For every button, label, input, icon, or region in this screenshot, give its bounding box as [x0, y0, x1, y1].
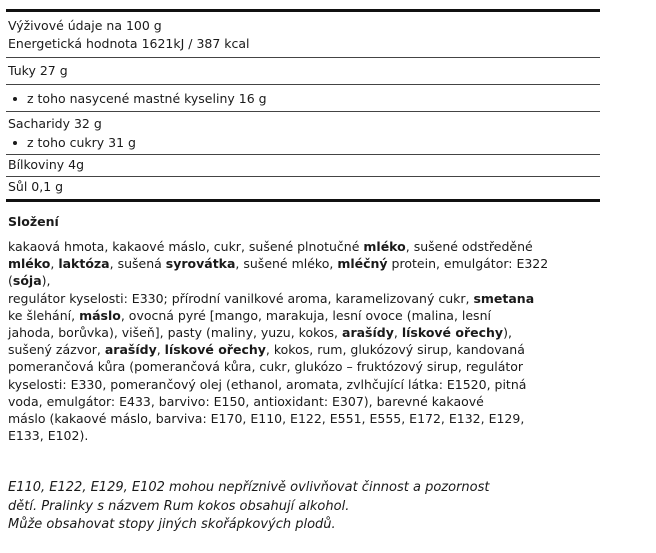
ingredient-text: , sušené odstředěné — [405, 239, 533, 254]
salt-value: Sůl 0,1 g — [8, 179, 64, 194]
ingredients-text — [8, 238, 608, 444]
ingredient-text: jahoda, borůvka), višeň], pasty (maliny, yuzu, kokos, — [8, 325, 343, 341]
allergen-term: smetana — [473, 290, 535, 306]
allergen-term: syrovátka — [165, 256, 236, 272]
allergen-term: mléčný — [337, 256, 388, 272]
ingredient-text: kyselosti: E330, pomerančový olej (ethanol, aromata, zvlhčující látka: E1520, pitná — [8, 376, 527, 392]
ingredient-text: protein, emulgátor: E322 — [387, 256, 549, 272]
bullet-icon — [13, 97, 17, 101]
protein-value: Bílkoviny 4g — [8, 157, 85, 172]
sugars-value: z toho cukry 31 g — [27, 135, 136, 150]
ingredient-text: sušený zázvor, — [8, 342, 105, 358]
allergen-term: lískové ořechy — [164, 342, 266, 358]
ingredient-text: , kokos, rum, glukózový sirup, kandovaná — [265, 342, 525, 358]
ingredient-text: , — [156, 342, 165, 358]
allergen-term: sója — [12, 273, 42, 289]
energy-value: Energetická hodnota 1621kJ / 387 kcal — [8, 36, 250, 51]
ingredient-text: , — [393, 325, 402, 341]
ingredient-text: pomerančová kůra (pomerančová kůra, cukr, glukózo – fruktózový sirup, regulátor — [8, 359, 524, 375]
allergen-term: laktóza — [58, 256, 110, 272]
ingredient-text: ), — [503, 325, 512, 341]
ingredient-text: , sušená — [109, 256, 166, 272]
divider-fat — [6, 84, 600, 85]
fat-value: Tuky 27 g — [8, 63, 68, 78]
divider-sugars — [6, 154, 600, 155]
warning-line-2: dětí. Pralinky s názvem Rum kokos obsahují alkohol. — [8, 498, 350, 514]
divider-saturated — [6, 111, 600, 112]
allergen-warning — [8, 479, 608, 535]
allergen-term: arašídy — [342, 325, 394, 341]
ingredient-text: , — [50, 256, 59, 272]
ingredient-text: ( — [8, 273, 13, 289]
ingredient-text: regulátor kyselosti: E330; přírodní vanilkové aroma, karamelizovaný cukr, — [8, 290, 474, 306]
allergen-term: mléko — [363, 239, 406, 254]
ingredient-text: voda, emulgátor: E433, barvivo: E150, antioxidant: E307), barevné kakaové — [8, 393, 484, 409]
ingredient-text: , ovocná pyré [mango, marakuja, lesní ovoce (malina, lesní — [120, 307, 491, 323]
ingredient-text: ), — [41, 273, 51, 289]
allergen-term: lískové ořechy — [401, 325, 504, 341]
allergen-term: arašídy — [104, 342, 157, 358]
ingredient-text: ke šlehání, — [8, 307, 80, 323]
ingredient-text: máslo (kakaové máslo, barviva: E170, E110, E122, E551, E555, E172, E132, E129, — [8, 411, 525, 427]
saturated-fat-value: z toho nasycené mastné kyseliny 16 g — [27, 91, 267, 106]
sugars-item — [13, 135, 136, 151]
carbs-value: Sacharidy 32 g — [8, 116, 102, 131]
bottom-rule — [6, 199, 600, 202]
saturated-fat-item — [13, 91, 267, 107]
allergen-term: mléko — [8, 256, 51, 272]
warning-line-3: Může obsahovat stopy jiných skořápkových plodů. — [8, 517, 336, 532]
nutrition-title: Výživové údaje na 100 g — [8, 18, 162, 33]
composition-heading: Složení — [8, 214, 59, 229]
ingredient-text: E133, E102). — [8, 428, 89, 444]
warning-line-1: E110, E122, E129, E102 mohou nepříznivě ovlivňovat činnost a pozornost — [8, 480, 490, 495]
ingredient-text: kakaová hmota, kakaové máslo, cukr, sušené plnotučné — [8, 239, 364, 254]
ingredient-text: , sušené mléko, — [235, 256, 338, 272]
allergen-term: máslo — [79, 307, 121, 323]
bullet-icon — [13, 141, 17, 145]
top-rule — [6, 9, 600, 12]
divider-protein — [6, 176, 600, 177]
divider-energy — [6, 57, 600, 58]
